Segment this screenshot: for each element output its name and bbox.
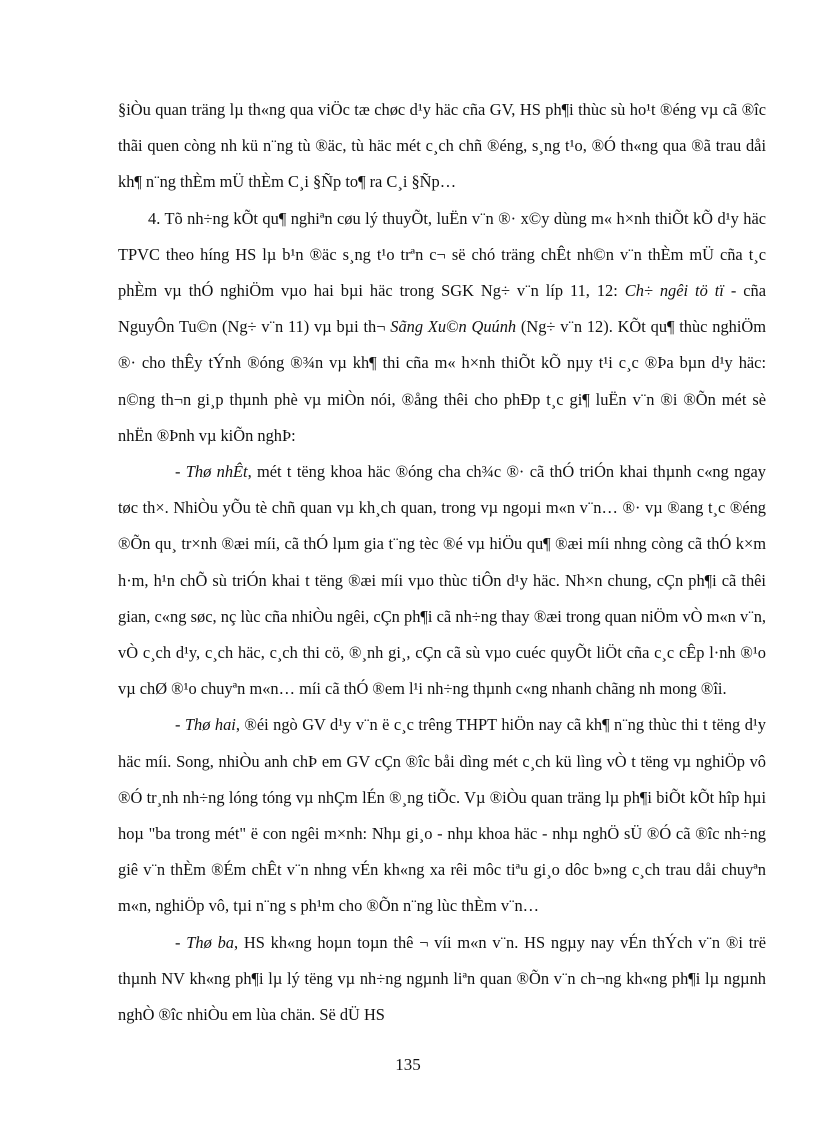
paragraph-text: , mét t tëng khoa häc ®óng cha ch¾c ®· cã thÓ triÓn khai thµnh c«ng ngay tøc th×. NhiÒu yÕu tè chñ quan vµ kh¸ch quan, trong vµ ngoµi m«n v¨n… ®· vµ ®ang t¸c ®éng ®Õn qu¸ tr×nh ®æi míi, cã thÓ lµm gia t¨ng tèc ®é vµ hiÖu qu¶ ®æi míi nhng còng cã thÓ k×m h·m, h¹n chÕ sù triÓn khai t tëng ®æi míi vµo thùc tiÔn d¹y häc. Nh×n chung, cÇn ph¶i cã thêi gian, c«ng søc, nç lùc cña nhiÒu ngêi, cÇn ph¶i cã nh÷ng thay ®æi trong quan niÖm vÒ m«n v¨n, vÒ c¸ch d¹y, c¸ch häc, c¸ch thi cö, ®¸nh gi¸, cÇn cã sù vµo cuéc quyÕt liÖt cña c¸c cÊp l·nh ®¹o vµ chØ ®¹o chuyªn m«n… míi cã thÓ ®em l¹i nh÷ng thµnh c«ng nhanh chãng nh mong ®îi. xyxy=(118,462,766,699)
point-lead: - Thø hai xyxy=(175,715,236,735)
paragraph-1: §iÒu quan träng lµ th«ng qua viÖc tæ chøc d¹y häc cña GV, HS ph¶i thùc sù ho¹t ®éng vµ cã ®îc thãi quen còng nh kü n¨ng tù ®äc, tù häc mét c¸ch chñ ®éng, s¸ng t¹o, ®Ó th«ng qua ®ã trau dåi kh¶ n¨ng thÈm mÜ thÈm C¸i §Ñp to¶ ra C¸i §Ñp… xyxy=(118,100,766,192)
work-title-chu-nguoi-tu-tu: Ch÷ ngêi tö tï xyxy=(624,281,724,301)
paragraph-text: , ®éi ngò GV d¹y v¨n ë c¸c trêng THPT hiÖn nay cã kh¶ n¨ng thùc thi t tëng d¹y häc míi. Song, nhiÒu anh chÞ em GV cÇn ®îc båi dìng mét c¸ch kü lìng vÒ t tëng vµ nghiÖp vô ®Ó tr¸nh nh÷ng lóng tóng vµ nhÇm lÉn ®¸ng tiÕc. Vµ ®iÒu quan träng lµ ph¶i biÕt kÕt hîp hµi hoµ "ba trong mét" ë con ngêi m×nh: Nhµ gi¸o - nhµ khoa häc - nhµ nghÖ sÜ ®Ó cã ®îc nh÷ng giê v¨n thÈm ®Ém chÊt v¨n nhng vÉn kh«ng xa rêi môc tiªu gi¸o dôc b»ng c¸ch trau dåi chuyªn m«n, nghiÖp vô, tµi n¨ng s ph¹m cho ®Õn n¨ng lùc thÈm v¨n… xyxy=(118,715,766,916)
paragraph-text: (Ng÷ v¨n 12). KÕt qu¶ thùc nghiÖm ®· cho thÊy tÝnh ®óng ®¾n vµ kh¶ thi cña m« h×nh thiÕt kÕ nµy t¹i c¸c ®Þa bµn d¹y häc: n©ng th¬n gi¸p thµnh phè vµ miÒn nói, ®ång thêi cho phÐp t¸c gi¶ luËn v¨n ®i ®Õn mét sè nhËn ®Þnh vµ kiÕn nghÞ: xyxy=(118,317,766,445)
work-title-song-xuan-quynh: Sãng Xu©n Quúnh xyxy=(390,317,517,337)
paragraph-first-point xyxy=(118,454,766,707)
paragraph-third-point xyxy=(118,925,766,1034)
paragraph-text: - cña NguyÔn Tu©n (Ng÷ v¨n 11) vµ bµi th¬ xyxy=(118,281,766,337)
paragraph-second-point xyxy=(118,707,766,924)
document-body xyxy=(118,92,766,1033)
paragraph-conclusion-4 xyxy=(118,201,766,454)
paragraph-text: , HS kh«ng hoµn toµn thê ¬ víi m«n v¨n. HS ngµy nay vÉn thÝch v¨n ®i trë thµnh NV kh«ng ph¶i lµ lý tëng vµ nh÷ng ngµnh liªn quan ®Õn v¨n ch¬ng kh«ng ph¶i lµ ngµnh nghÒ ®îc nhiÒu em lùa chän. Së dÜ HS xyxy=(118,932,766,1025)
paragraph-text: 4. Tõ nh÷ng kÕt qu¶ nghiªn cøu lý thuyÕt, luËn v¨n ®· x©y dùng m« h×nh thiÕt kÕ d¹y häc TPVC theo híng HS lµ b¹n ®äc s¸ng t¹o trªn c¬ së chó träng chÊt nh©n v¨n thÈm mÜ cña t¸c phÈm vµ thÓ nghiÖm vµo hai bµi häc trong SGK Ng÷ v¨n líp 11, 12: xyxy=(118,208,766,301)
point-lead: - Thø ba xyxy=(175,932,234,952)
page-number: 135 xyxy=(395,1055,421,1074)
point-lead: - Thø nhÊt xyxy=(175,462,248,482)
